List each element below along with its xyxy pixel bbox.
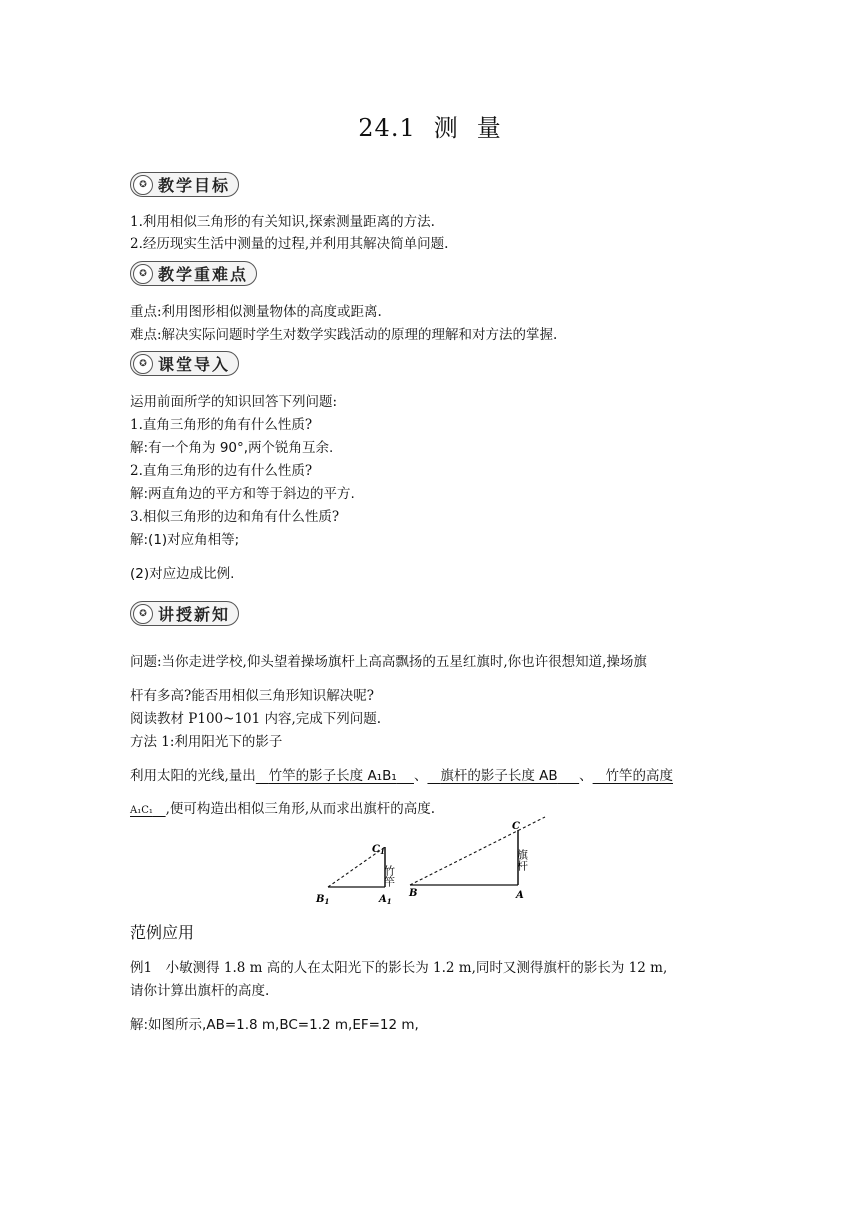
keypoint-line-1: 重点:利用图形相似测量物体的高度或距离. [130,304,382,320]
intro-q3: 3.相似三角形的边和角有什么性质? [130,509,340,525]
section-title-keypoints: 教学重难点 [158,265,249,284]
label-c: C [512,821,520,832]
fill-blank-3: 竹竿的高度 [605,768,673,784]
fill-lead: 利用太阳的光线,量出 [130,768,256,784]
example-line-1: 例1 小敏测得 1.8 m 高的人在太阳光下的影长为 1.2 m,同时又测得旗杆的影长为 12 m, [130,960,668,976]
keypoint-line-2: 难点:解决实际问题时学生对数学实践活动的原理的理解和对方法的掌握. [130,327,558,343]
intro-a3a: 解:(1)对应角相等; [130,532,240,548]
example-solution: 解:如图所示,AB=1.8 m,BC=1.2 m,EF=12 m, [130,1017,419,1033]
read-textbook: 阅读教材 P100~101 内容,完成下列问题. [130,711,382,727]
fill-sep-1: 、 [413,768,428,784]
intro-q1: 1.直角三角形的角有什么性质? [130,417,313,433]
medal-icon: ✪ [133,264,153,284]
medal-icon: ✪ [133,604,153,624]
title-number: 24.1 [358,114,416,142]
method-1: 方法 1:利用阳光下的影子 [130,734,283,750]
intro-lead: 运用前面所学的知识回答下列问题: [130,394,338,410]
label-c1: $C_1$ [372,844,385,856]
section-badge-keypoints [130,261,257,286]
fill-blank-4: A₁C₁ [130,805,153,816]
page-title [0,108,860,143]
fill-blank-1: 竹竿的影子长度 A₁B₁ [268,768,397,784]
intro-a2: 解:两直角边的平方和等于斜边的平方. [130,486,355,502]
intro-a1: 解:有一个角为 90°,两个锐角互余. [130,440,334,456]
label-flagpole: 旗杆 [515,849,529,871]
fill-tail: ,便可构造出相似三角形,从而求出旗杆的高度. [165,801,435,817]
section-badge-goals [130,172,239,197]
label-b1: $B_1$ [316,894,330,906]
label-bamboo: 竹竿 [382,865,396,887]
intro-a3b: (2)对应边成比例. [130,566,235,582]
label-a: A [516,890,524,901]
section-title-new: 讲授新知 [158,605,231,624]
problem-line-1: 问题:当你走进学校,仰头望着操场旗杆上高高飘扬的五星红旗时,你也许很想知道,操场旗 [130,654,647,670]
fill-blank-2: 旗杆的影子长度 AB [440,768,558,784]
label-b: B [409,888,418,899]
fill-sep-2: 、 [579,768,593,784]
shadow-figure [310,812,560,907]
medal-icon: ✪ [133,175,153,195]
example-heading: 范例应用 [130,923,195,942]
label-a1: $A_1$ [379,894,392,906]
section-badge-new [130,601,239,626]
goal-line-2: 2.经历现实生活中测量的过程,并利用其解决简单问题. [130,236,449,252]
section-title-intro: 课堂导入 [158,355,231,374]
section-badge-intro [130,351,239,376]
fill-line-1 [130,764,673,784]
section-title-goals: 教学目标 [158,176,231,195]
problem-line-2: 杆有多高?能否用相似三角形知识解决呢? [130,688,374,704]
goal-line-1: 1.利用相似三角形的有关知识,探索测量距离的方法. [130,214,435,230]
example-line-2: 请你计算出旗杆的高度. [130,983,270,999]
medal-icon: ✪ [133,354,153,374]
title-word-1: 测 [433,114,459,142]
title-word-2: 量 [476,114,502,142]
intro-q2: 2.直角三角形的边有什么性质? [130,463,313,479]
